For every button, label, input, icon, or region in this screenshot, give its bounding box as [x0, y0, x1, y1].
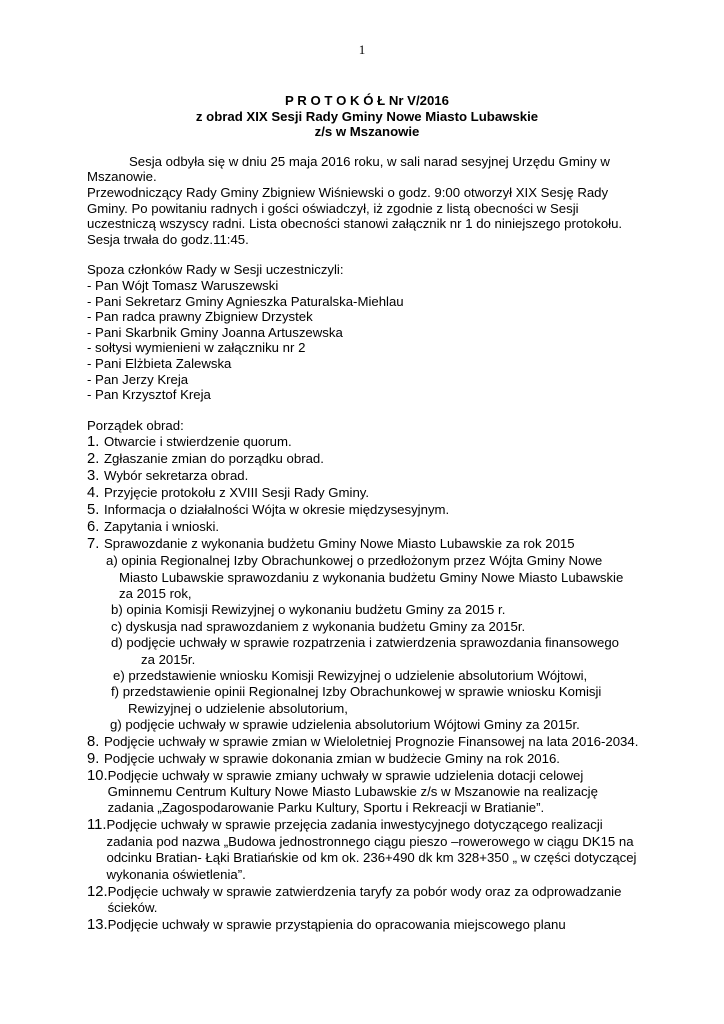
list-item: - Pan Jerzy Kreja [87, 371, 189, 387]
agenda-item-text: Podjęcie uchwały w sprawie zmiany uchwały w sprawie udzielenia dotacji celowej Gminnemu Centrum Kultury Nowe Miasto Lubawskie z/s w Mszanowie na realizację zadania „Zagospodarowanie Parku Kultury, Sportu i Rekreacji w Bratianie”. [107, 767, 598, 816]
subitem-g: g) podjęcie uchwały w sprawie udzielenia absolutorium Wójtowi Gminy za 2015r. [110, 717, 580, 733]
subitem-a [87, 553, 647, 602]
agenda-item [87, 768, 647, 817]
agenda-item [87, 917, 647, 933]
subitem-b: b) opinia Komisji Rewizyjnej o wykonaniu budżetu Gminy za 2015 r. [111, 602, 506, 618]
agenda-item-number: 7. [87, 536, 100, 553]
list-item: - Pani Sekretarz Gminy Agnieszka Paturalska-Miehlau [87, 293, 404, 309]
subitem-c: c) dyskusja nad sprawozdaniem z wykonania budżetu Gminy za 2015r. [111, 618, 526, 634]
document-body [87, 93, 647, 934]
agenda-item-number: 13. [87, 917, 108, 933]
agenda-item-text: Podjęcie uchwały w sprawie dokonania zmian w budżecie Gminy na rok 2016. [104, 750, 560, 766]
agenda-item [87, 884, 647, 917]
agenda-item [87, 817, 647, 883]
list-item: - Pan Wójt Tomasz Waruszewski [87, 277, 279, 293]
list-item: - Pani Skarbnik Gminy Joanna Artuszewska [87, 324, 343, 340]
subitem-f [87, 684, 647, 717]
subitem-text: za 2015 rok, [119, 585, 192, 601]
agenda-item-number: 3. [87, 468, 100, 485]
subitem-text: a) opinia Regionalnej Izby Obrachunkowej o przedłożonym przez Wójta Gminy Nowe [106, 553, 603, 569]
list-item: - Pani Elżbieta Zalewska [87, 355, 232, 371]
agenda-item-number: 9. [87, 750, 100, 767]
guests-title: Spoza członków Rady w Sesji uczestniczyli: [87, 262, 344, 278]
subitem-text: f) przedstawienie opinii Regionalnej Izby Obrachunkowej w sprawie wniosku Komisji [111, 684, 602, 700]
subitem-d [87, 635, 647, 668]
agenda-item [87, 434, 647, 450]
agenda-subitems [87, 553, 647, 733]
intro-paragraph-duration: Sesja trwała do godz.11:45. [87, 231, 249, 247]
agenda-item-number: 11. [87, 817, 107, 834]
agenda-item-text: Informacja o działalności Wójta w okresie międzysesyjnym. [104, 502, 450, 518]
agenda-item-number: 10. [87, 767, 108, 784]
guests-list [87, 278, 647, 403]
agenda-item-number: 4. [87, 485, 100, 502]
agenda-title: Porządek obrad: [87, 417, 184, 433]
agenda-item-number: 12. [87, 883, 108, 900]
session-location: z/s w Mszanowie [314, 124, 420, 140]
agenda-item [87, 519, 647, 535]
agenda-list [87, 434, 647, 552]
agenda-item-number: 2. [87, 451, 100, 468]
page-number: 1 [358, 42, 366, 57]
agenda-list-continued [87, 734, 647, 934]
list-item: - Pan radca prawny Zbigniew Drzystek [87, 309, 313, 325]
agenda-item-text: Zgłaszanie zmian do porządku obrad. [104, 451, 324, 467]
agenda-item-text: Podjęcie uchwały w sprawie zatwierdzenia taryfy za pobór wody oraz za odprowadzanie ścieków. [107, 883, 622, 915]
agenda-item-text: Podjęcie uchwały w sprawie zmian w Wieloletniej Prognozie Finansowej na lata 2016-2034. [104, 733, 639, 749]
protocol-number: P R O T O K Ó Ł Nr V/2016 [285, 93, 449, 108]
agenda-item-text: Wybór sekretarza obrad. [104, 468, 249, 484]
agenda-item [87, 751, 647, 767]
subitem-text: Rewizyjnej o udzielenie absolutorium, [128, 700, 348, 716]
agenda-item-text: Przyjęcie protokołu z XVIII Sesji Rady Gminy. [104, 485, 370, 501]
session-title: z obrad XIX Sesji Rady Gminy Nowe Miasto Lubawskie [195, 108, 539, 124]
agenda-item [87, 734, 647, 750]
document-title [87, 93, 647, 140]
agenda-item [87, 485, 647, 501]
agenda-item [87, 502, 647, 518]
agenda-item-text: Zapytania i wnioski. [104, 519, 220, 535]
agenda-item [87, 451, 647, 467]
list-item: - sołtysi wymienieni w załączniku nr 2 [87, 340, 306, 356]
agenda-item-number: 6. [87, 519, 100, 536]
agenda-item [87, 536, 647, 552]
subitem-text: Miasto Lubawskie sprawozdaniu z wykonania budżetu Gminy Nowe Miasto Lubawskie [119, 569, 624, 585]
agenda-item-text: Podjęcie uchwały w sprawie przystąpienia do opracowania miejscowego planu [107, 917, 566, 932]
subitem-text: d) podjęcie uchwały w sprawie rozpatrzenia i zatwierdzenia sprawozdania finansowego [111, 635, 619, 651]
list-item: - Pan Krzysztof Kreja [87, 387, 211, 403]
subitem-text: za 2015r. [141, 651, 196, 667]
agenda-item-number: 5. [87, 502, 100, 519]
agenda-item-text: Otwarcie i stwierdzenie quorum. [104, 434, 292, 450]
agenda-item-text: Sprawozdanie z wykonania budżetu Gminy Nowe Miasto Lubawskie za rok 2015 [104, 536, 575, 552]
agenda-item-text: Podjęcie uchwały w sprawie przejęcia zadania inwestycyjnego dotyczącego realizacji zadania pod nazwa „Budowa jednostronnego ciągu pieszo –rowerowego w ciągu DK15 na odcinku Bratian- Łąki Bratiańskie od km ok. 236+490 dk km 328+350 „ w części dotyczącej wykonania oświetlenia”. [106, 817, 637, 882]
agenda-item-number: 8. [87, 733, 100, 750]
intro-paragraph-date: Sesja odbyła się w dniu 25 maja 2016 roku, w sali narad sesyjnej Urzędu Gminy w Mszanowie. [87, 153, 610, 185]
agenda-item-number: 1. [87, 434, 100, 451]
agenda-item [87, 468, 647, 484]
intro-paragraph-opening: Przewodniczący Rady Gminy Zbigniew Wiśniewski o godz. 9:00 otworzył XIX Sesję Rady Gminy. Po powitaniu radnych i gości oświadczył, iż zgodnie z listą obecności w Sesji uczestniczą wszyscy radni. Lista obecności stanowi załącznik nr 1 do niniejszego protokołu. [87, 184, 623, 232]
subitem-e: e) przedstawienie wniosku Komisji Rewizyjnej o udzielenie absolutorium Wójtowi, [113, 667, 588, 683]
